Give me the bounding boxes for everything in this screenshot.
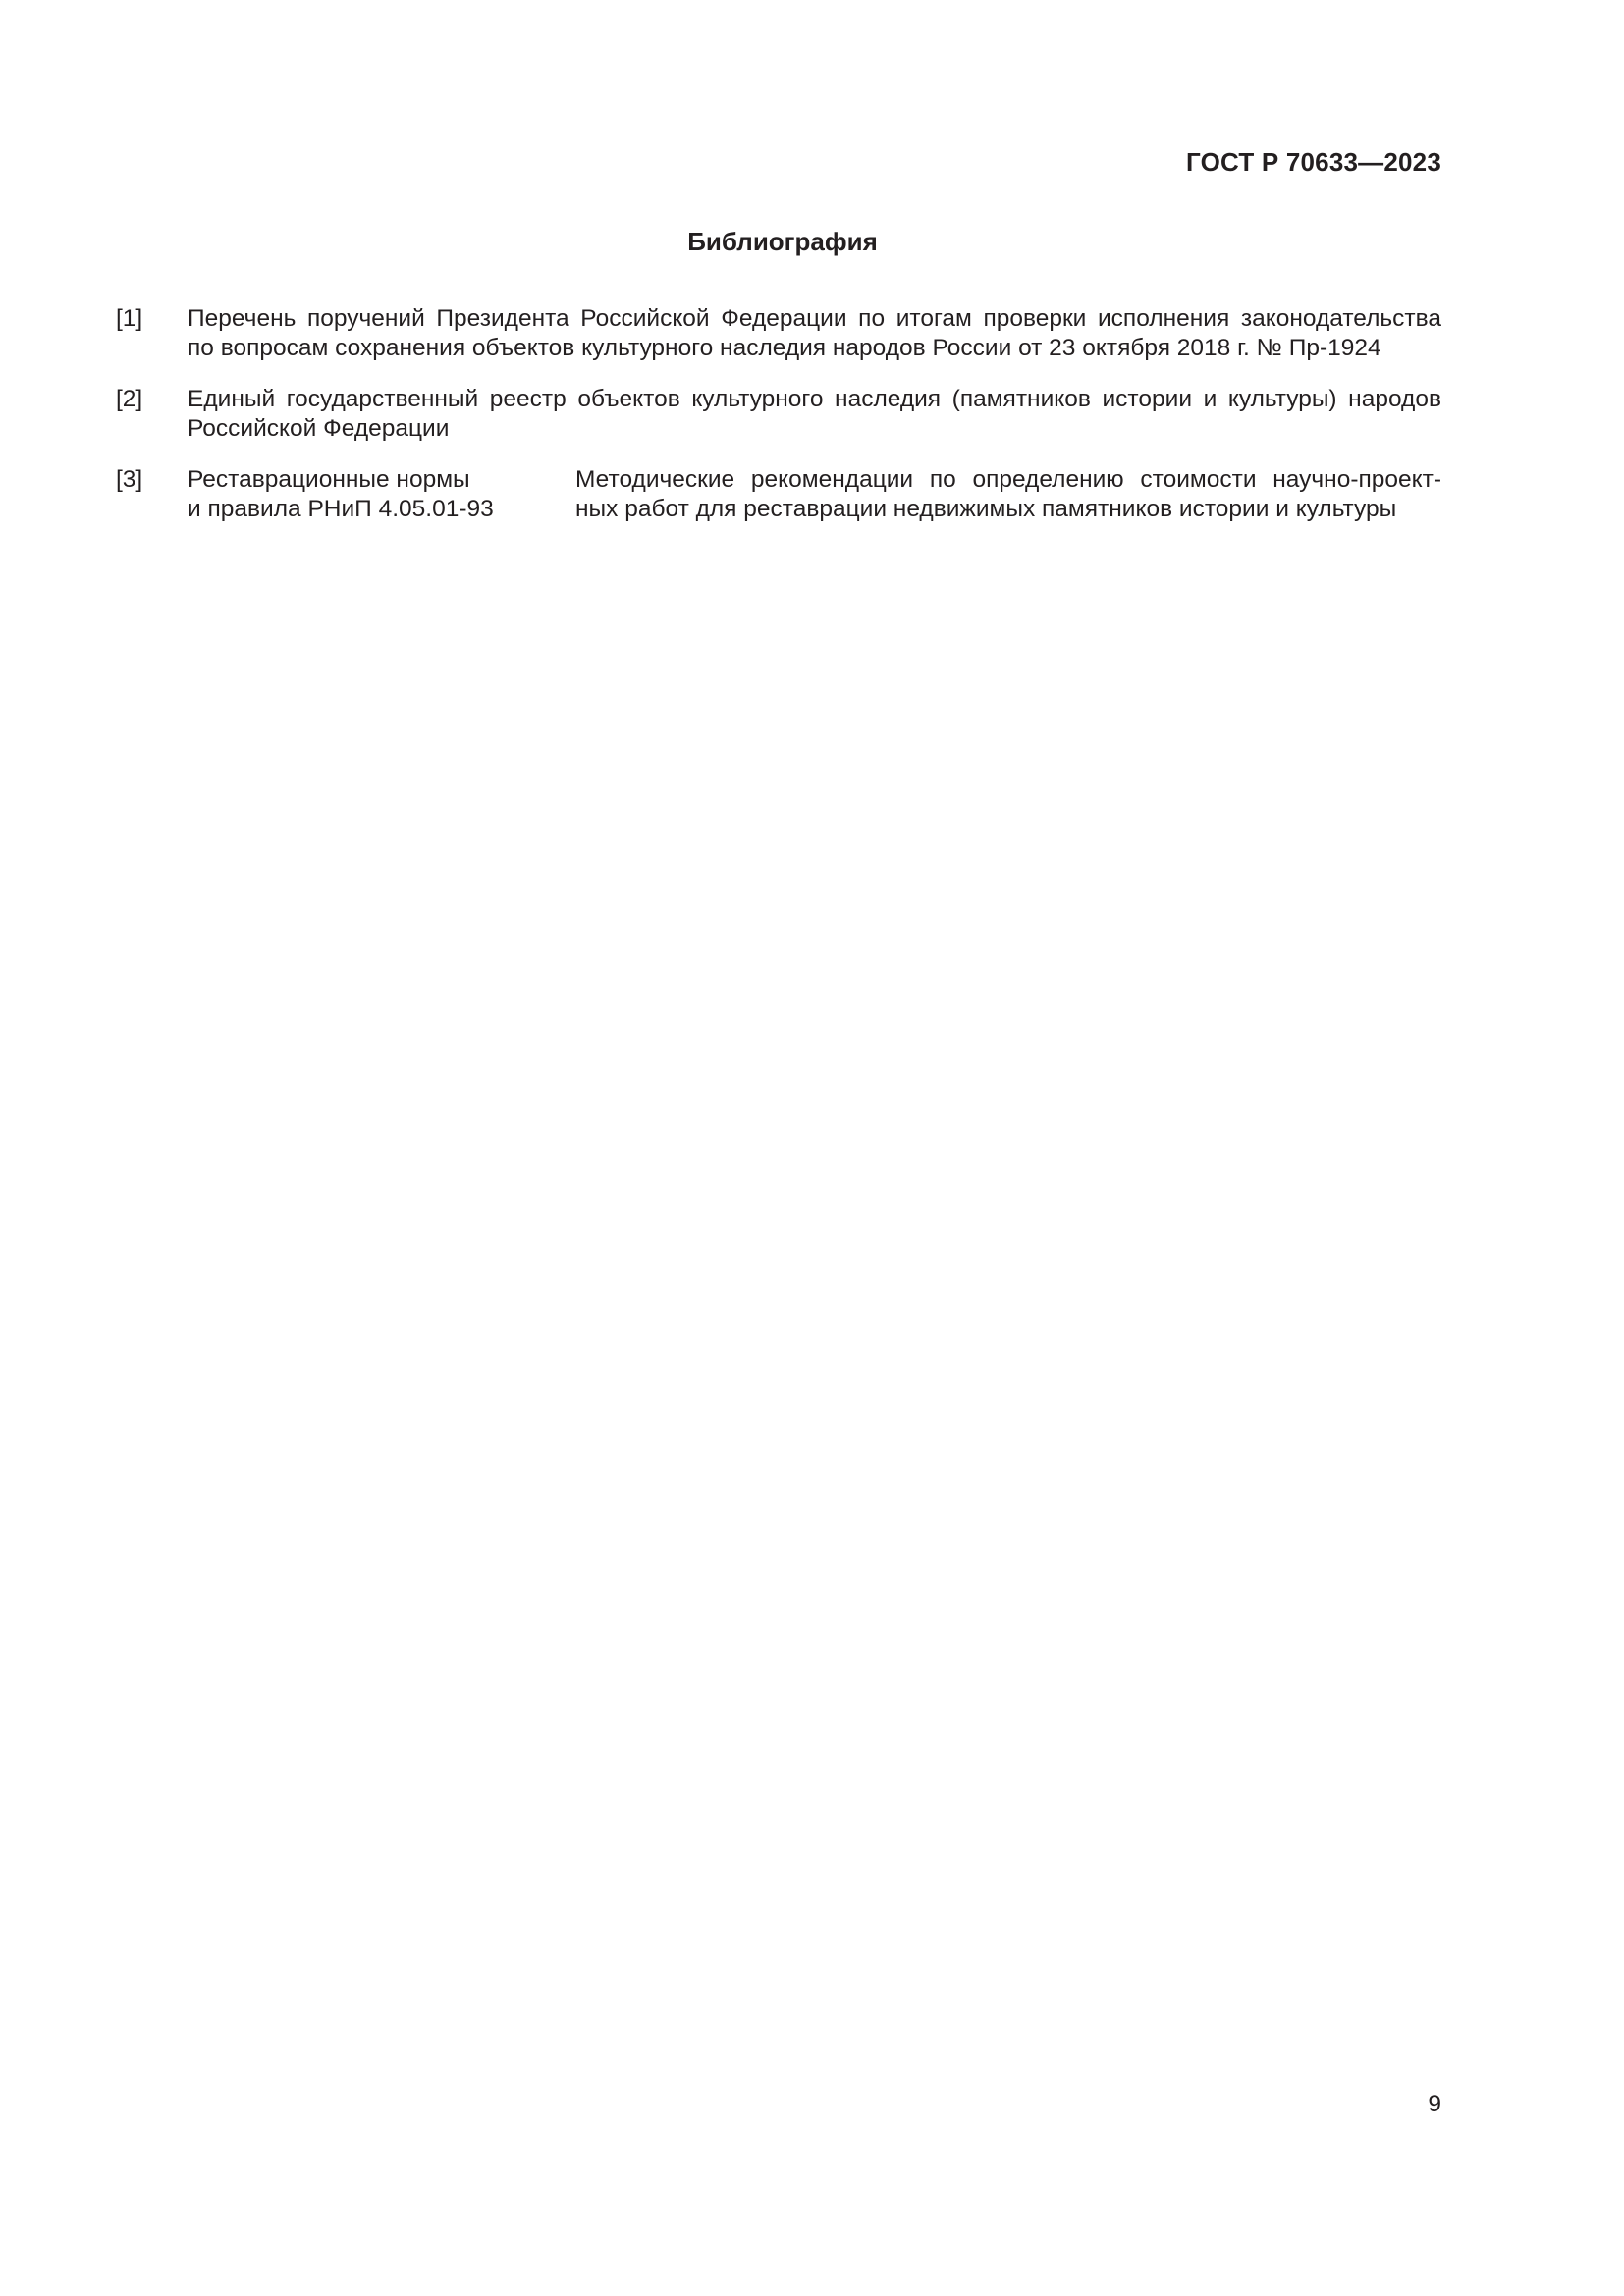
entry-number: [3] [116, 466, 143, 493]
entry-text-line: Перечень поручений Президента Российской Федерации по итогам проверки исполнения законодательства [188, 305, 1441, 332]
entry-designation [188, 465, 575, 524]
entry-designation-line: и правила РНиП 4.05.01-93 [188, 496, 494, 522]
entry-number: [1] [116, 305, 143, 332]
entry-text-line: Единый государственный реестр объектов культурного наследия (памятников истории и культуры) народов [188, 386, 1441, 412]
entry-text [575, 465, 1441, 524]
entry-text [188, 385, 1441, 444]
entry-number: [2] [116, 386, 143, 412]
entry-text [188, 304, 1441, 363]
entry-text-line: Методические рекомендации по определению стоимости научно-проект- [575, 466, 1441, 493]
bibliography-entry-3 [116, 465, 1441, 524]
entry-text-line: по вопросам сохранения объектов культурного наследия народов России от 23 октября 2018 г. № Пр-1924 [188, 335, 1381, 361]
bibliography-entry-2 [116, 385, 1441, 444]
entry-text-line: Российской Федерации [188, 415, 450, 442]
document-code: ГОСТ Р 70633—2023 [1186, 147, 1441, 177]
bibliography-list [116, 304, 1441, 546]
entry-text-line: ных работ для реставрации недвижимых памятников истории и культуры [575, 496, 1397, 522]
entry-designation-line: Реставрационные нормы [188, 466, 470, 493]
bibliography-entry-1 [116, 304, 1441, 363]
section-title: Библиография [687, 227, 878, 256]
page-number: 9 [1428, 2091, 1441, 2117]
